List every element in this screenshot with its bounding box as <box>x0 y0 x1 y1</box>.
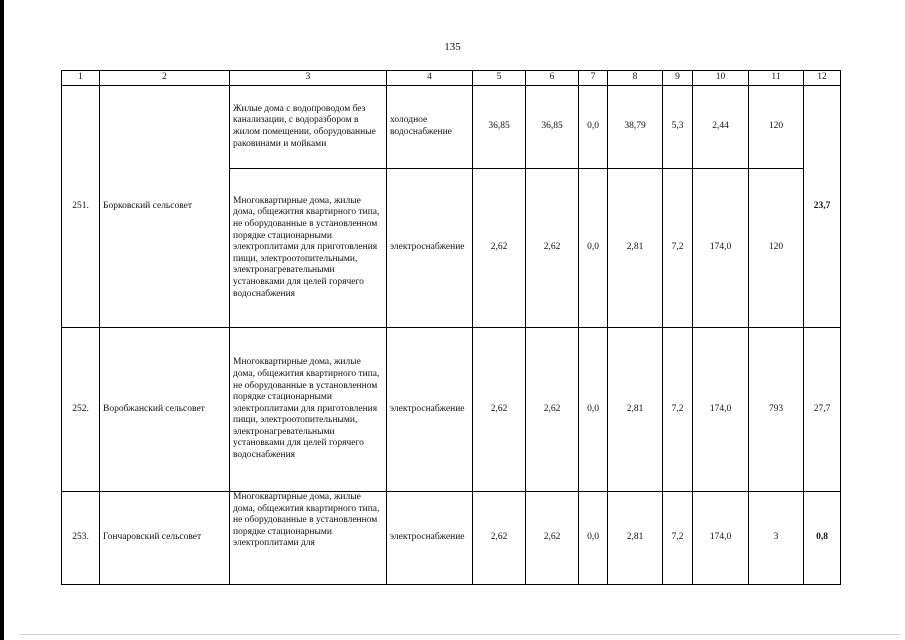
header-col-1: 1 <box>62 71 100 86</box>
header-col-9: 9 <box>663 71 693 86</box>
cell-col-10: 174,0 <box>693 169 749 328</box>
cell-col-9: 7,2 <box>663 169 693 328</box>
cell-col-6: 2,62 <box>526 328 579 492</box>
header-col-3: 3 <box>230 71 387 86</box>
cell-col-9: 5,3 <box>663 86 693 169</box>
service-type: электроснабжение <box>387 169 473 328</box>
housing-description: Многоквартирные дома, жилые дома, общежития квартирного типа, не оборудованные в установленном порядке стационарными электроплитами для <box>230 492 387 585</box>
table-row <box>62 86 841 169</box>
cell-col-7: 0,0 <box>579 328 608 492</box>
service-type: электроснабжение <box>387 328 473 492</box>
housing-description: Жилые дома с водопроводом без канализации, с водоразбором в жилом помещении, оборудованные раковинами и мойками <box>230 86 387 169</box>
cell-col-9: 7,2 <box>663 492 693 585</box>
header-col-6: 6 <box>526 71 579 86</box>
housing-description: Многоквартирные дома, жилые дома, общежития квартирного типа, не оборудованные в установленном порядке стационарными электроплитами для приготовления пищи, электроотопительными, электронагревательными установками для целей горячего водоснабжения <box>230 169 387 328</box>
settlement-name: Воробжанский сельсовет <box>100 328 230 492</box>
page-number: 135 <box>444 41 461 53</box>
cell-col-12-total: 0,8 <box>804 492 841 585</box>
cell-col-11: 120 <box>749 169 804 328</box>
cell-col-5: 36,85 <box>473 86 526 169</box>
cell-col-6: 2,62 <box>526 492 579 585</box>
row-number: 252. <box>62 328 100 492</box>
cell-col-5: 2,62 <box>473 169 526 328</box>
tariff-table <box>61 70 841 585</box>
cell-col-12-total: 27,7 <box>804 328 841 492</box>
header-col-8: 8 <box>608 71 663 86</box>
header-col-5: 5 <box>473 71 526 86</box>
header-col-4: 4 <box>387 71 473 86</box>
housing-description: Многоквартирные дома, жилые дома, общежития квартирного типа, не оборудованные в установленном порядке стационарными электроплитами для приготовления пищи, электроотопительными, электронагревательными установками для целей горячего водоснабжения <box>230 328 387 492</box>
header-col-7: 7 <box>579 71 608 86</box>
header-col-10: 10 <box>693 71 749 86</box>
row-number: 253. <box>62 492 100 585</box>
cell-col-8: 2,81 <box>608 328 663 492</box>
cell-col-11: 120 <box>749 86 804 169</box>
service-type: холодное водоснабжение <box>387 86 473 169</box>
row-number: 251. <box>62 86 100 328</box>
table-row <box>62 492 841 585</box>
cell-col-5: 2,62 <box>473 492 526 585</box>
cell-col-10: 174,0 <box>693 328 749 492</box>
header-row <box>62 71 841 86</box>
cell-col-10: 2,44 <box>693 86 749 169</box>
cell-col-11: 793 <box>749 328 804 492</box>
service-type: электроснабжение <box>387 492 473 585</box>
cell-col-6: 36,85 <box>526 86 579 169</box>
cell-col-8: 2,81 <box>608 492 663 585</box>
settlement-name: Гончаровский сельсовет <box>100 492 230 585</box>
scan-edge-bar <box>0 0 4 640</box>
cell-col-6: 2,62 <box>526 169 579 328</box>
cell-col-7: 0,0 <box>579 492 608 585</box>
cell-col-9: 7,2 <box>663 328 693 492</box>
cell-col-12-total: 23,7 <box>804 86 841 328</box>
cell-col-10: 174,0 <box>693 492 749 585</box>
header-col-2: 2 <box>100 71 230 86</box>
cell-col-11: 3 <box>749 492 804 585</box>
cell-col-5: 2,62 <box>473 328 526 492</box>
cell-col-7: 0,0 <box>579 86 608 169</box>
header-col-11: 11 <box>749 71 804 86</box>
cell-col-7: 0,0 <box>579 169 608 328</box>
cell-col-8: 38,79 <box>608 86 663 169</box>
settlement-name: Борковский сельсовет <box>100 86 230 328</box>
scan-bottom-line <box>20 634 900 635</box>
table-header <box>62 71 841 86</box>
cell-col-8: 2,81 <box>608 169 663 328</box>
table-row <box>62 328 841 492</box>
header-col-12: 12 <box>804 71 841 86</box>
